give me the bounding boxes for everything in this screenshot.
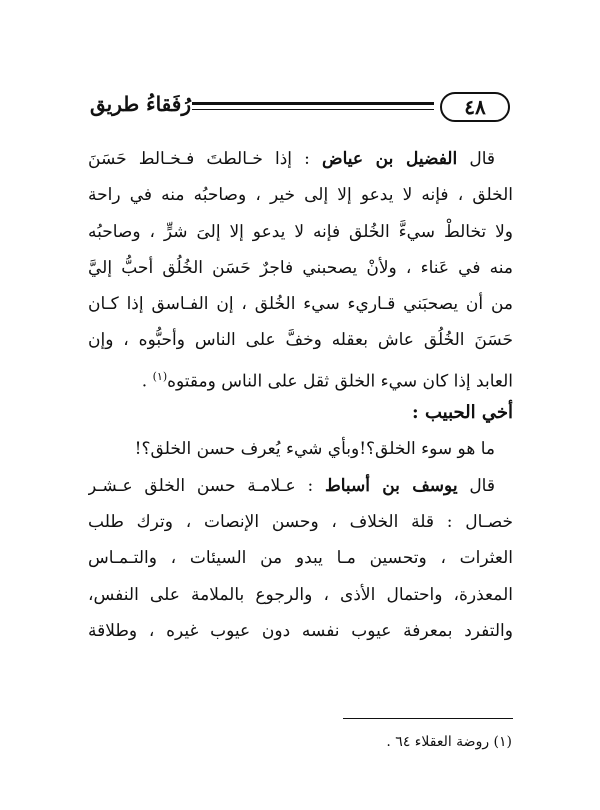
question-line: ما هو سوء الخلق؟!وبأي شيء يُعرف حسن الخلق؟! [134, 439, 495, 460]
text-line: قال يوسف بن أسباط : عـلامـة حسن الخلق عـشـر [88, 475, 495, 496]
text-line: ولا تخالطْ سيءَّ الخُلق فإنه لا يدعو إلا إلىَ شرٍّ ، وصاحبُه [88, 221, 513, 242]
running-title: رُفَقاءُ طريق [90, 92, 191, 116]
text-line: والتفرد بمعرفة عيوب نفسه دون عيوب غيره ، وطلاقة [88, 620, 513, 641]
text-line: المعذرة، واحتمال الأذى ، والرجوع بالملامة على النفس، [88, 584, 513, 605]
section-heading: أخي الحبيب : [412, 402, 513, 424]
footnote-separator [343, 718, 513, 719]
text-line: حَسَنَ الخُلُق عاش بعقله وخفَّ على الناس وأحبُّوه ، وإن [88, 330, 513, 351]
body-text [88, 141, 513, 649]
speaker-name: يوسف بن أسباط [324, 475, 458, 496]
header-rule [192, 102, 434, 110]
text-line: من أن يصحبَني قـاريء سيء الخُلق ، إن الفـاسق إذا كـان [88, 294, 513, 315]
footnote: (١) روضة العقلاء ٦٤ . [386, 734, 512, 750]
text-line: العثرات ، وتحسين مـا يبدو من السيئات ، والتـمـاس [88, 548, 513, 569]
text-line: قال الفضيل بن عياض : إذا خـالطتَ فـخـالط حَسَنَ [88, 149, 496, 169]
text-line: الخلق ، فإنه لا يدعو إلا إلى خير ، وصاحبُه منه في راحة [88, 185, 513, 206]
text-line: العابد إذا كان سيء الخلق ثقل على الناس ومقتوه$^{(١)}$ . [141, 369, 513, 392]
text-line: خصـال : قلة الخلاف ، وحسن الإنصات ، وترك طلب [88, 511, 513, 532]
page-number: ٤٨ [440, 92, 510, 122]
text-line: منه في عَناء ، ولأنْ يصحبني فاجرٌ حَسَن الخُلُق أحبُّ إليَّ [88, 257, 513, 278]
speaker-name: الفضيل بن عياض [322, 149, 458, 169]
page-header [90, 92, 510, 126]
footnote-ref: (١) [152, 369, 168, 383]
